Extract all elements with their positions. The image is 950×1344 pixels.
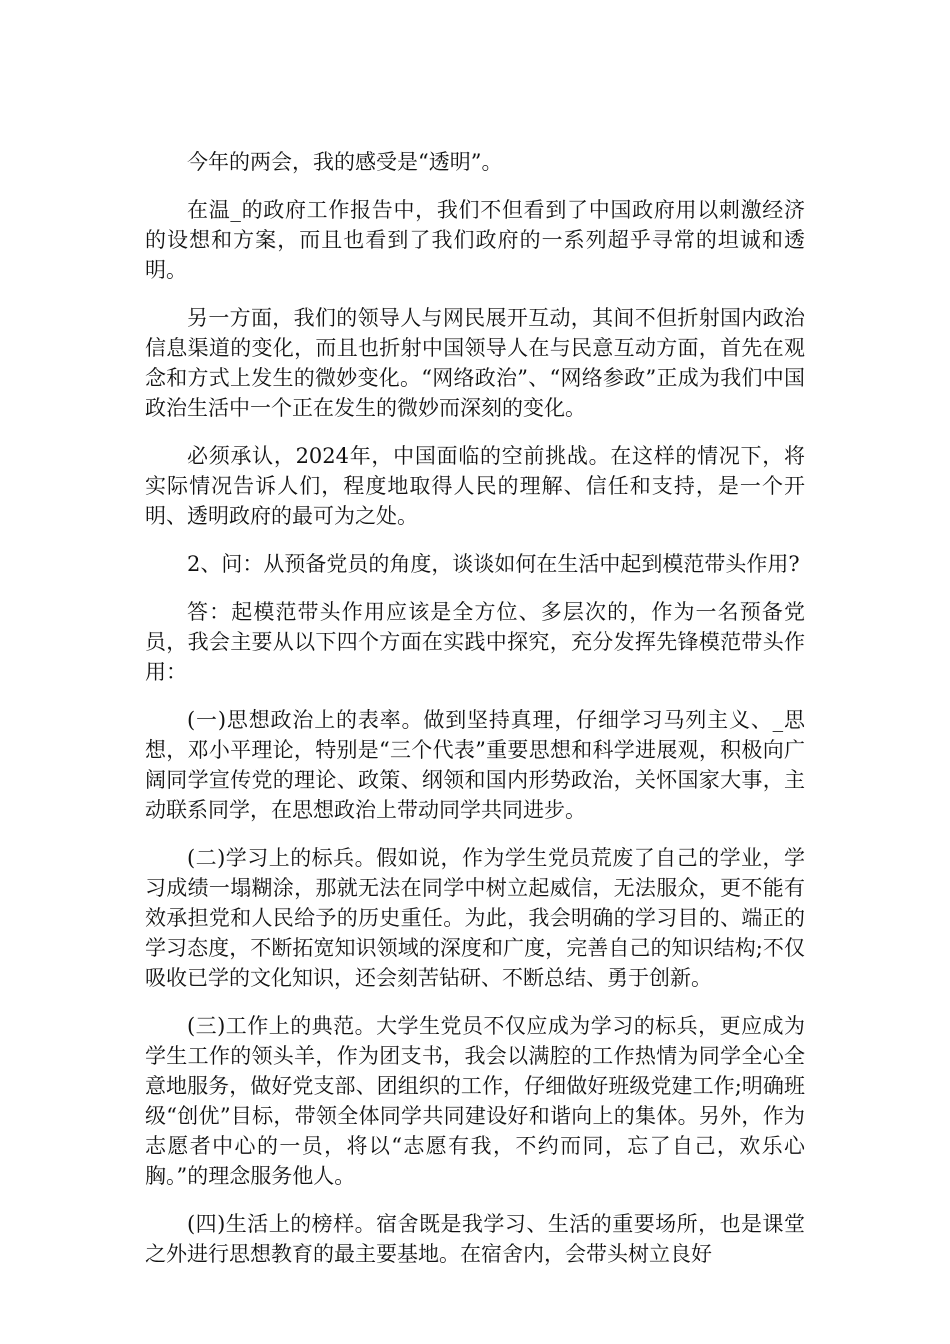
answer-point-3: (三)工作上的典范。大学生党员不仅应成为学习的标兵，更应成为学生工作的领头羊，作为团支书，我会以满腔的工作热情为同学全心全意地服务，做好党支部、团组织的工作，仔细做好班级党建工作;明确班级“创优”目标，带领全体同学共同建设好和谐向上的集体。另外，作为志愿者中心的一员，将以“志愿有我，不约而同，忘了自己，欢乐心胸。”的理念服务他人。 — [145, 1014, 805, 1188]
paragraph-3: 另一方面，我们的领导人与网民展开互动，其间不但折射国内政治信息渠道的变化，而且也折射中国领导人在与民意互动方面，首先在观念和方式上发生的微妙变化。“网络政治”、“网络参政”正成为我们中国政治生活中一个正在发生的微妙而深刻的变化。 — [145, 306, 805, 420]
answer-point-2: (二)学习上的标兵。假如说，作为学生党员荒废了自己的学业，学习成绩一塌糊涂，那就无法在同学中树立起威信，无法服众，更不能有效承担党和人民给予的历史重任。为此，我会明确的学习目的、端正的学习态度，不断拓宽知识领域的深度和广度，完善自己的知识结构;不仅吸收已学的文化知识，还会刻苦钻研、不断总结、勇于创新。 — [145, 846, 805, 990]
paragraph-1: 今年的两会，我的感受是“透明”。 — [187, 150, 503, 174]
question-2: 2、问：从预备党员的角度，谈谈如何在生活中起到模范带头作用? — [187, 552, 800, 576]
document-page — [145, 147, 805, 1287]
answer-point-4: (四)生活上的榜样。宿舍既是我学习、生活的重要场所，也是课堂之外进行思想教育的最主要基地。在宿舍内，会带头树立良好 — [145, 1212, 805, 1266]
answer-intro: 答：起模范带头作用应该是全方位、多层次的，作为一名预备党员，我会主要从以下四个方面在实践中探究，充分发挥先锋模范带头作用： — [145, 600, 805, 684]
answer-point-1: (一)思想政治上的表率。做到坚持真理，仔细学习马列主义、_思想，邓小平理论，特别是“三个代表”重要思想和科学进展观，积极向广阔同学宣传党的理论、政策、纲领和国内形势政治，关怀国家大事，主动联系同学，在思想政治上带动同学共同进步。 — [145, 708, 805, 822]
paragraph-4: 必须承认，2024年，中国面临的空前挑战。在这样的情况下，将实际情况告诉人们，程度地取得人民的理解、信任和支持，是一个开明、透明政府的最可为之处。 — [145, 444, 805, 528]
paragraph-2: 在温_的政府工作报告中，我们不但看到了中国政府用以刺激经济的设想和方案，而且也看到了我们政府的一系列超乎寻常的坦诚和透明。 — [145, 198, 805, 282]
